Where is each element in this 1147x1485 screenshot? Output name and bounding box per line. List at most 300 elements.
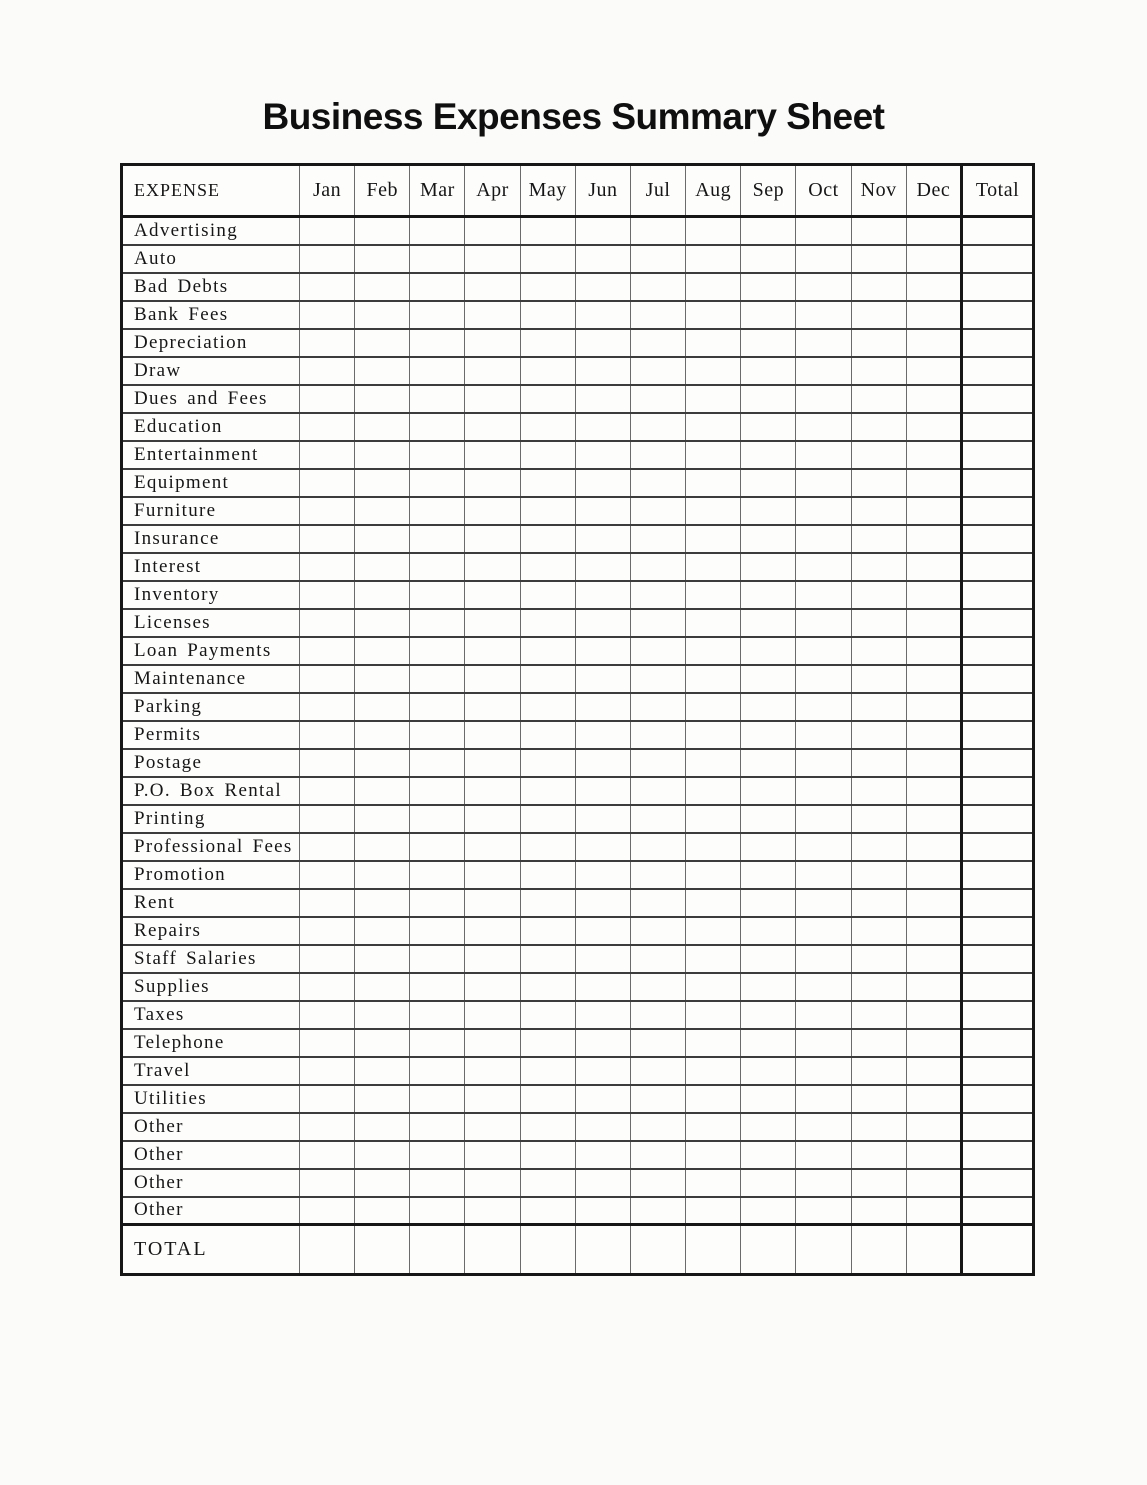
month-value-cell (686, 637, 741, 665)
expense-row (122, 973, 1034, 1001)
expense-label: Auto (122, 245, 300, 273)
month-value-cell (796, 385, 851, 413)
month-value-cell (465, 889, 520, 917)
total-month-cell (575, 1225, 630, 1275)
row-total-cell (962, 1197, 1034, 1225)
month-value-cell (741, 1169, 796, 1197)
month-value-cell (630, 609, 685, 637)
expense-row (122, 245, 1034, 273)
expense-row (122, 861, 1034, 889)
month-value-cell (741, 357, 796, 385)
month-value-cell (355, 973, 410, 1001)
expense-row (122, 749, 1034, 777)
month-value-cell (796, 665, 851, 693)
month-value-cell (410, 973, 465, 1001)
row-total-cell (962, 665, 1034, 693)
month-value-cell (796, 469, 851, 497)
month-value-cell (630, 665, 685, 693)
month-value-cell (796, 413, 851, 441)
total-month-cell (686, 1225, 741, 1275)
month-value-cell (741, 1057, 796, 1085)
month-value-cell (575, 721, 630, 749)
month-value-cell (851, 665, 906, 693)
month-value-cell (686, 749, 741, 777)
expense-row (122, 609, 1034, 637)
month-value-cell (520, 1197, 575, 1225)
month-value-cell (796, 945, 851, 973)
month-value-cell (355, 525, 410, 553)
month-value-cell (686, 385, 741, 413)
month-value-cell (465, 1113, 520, 1141)
month-value-cell (355, 245, 410, 273)
month-value-cell (465, 749, 520, 777)
month-value-cell (851, 805, 906, 833)
month-value-cell (520, 777, 575, 805)
month-value-cell (355, 441, 410, 469)
month-value-cell (465, 1057, 520, 1085)
month-column-header: Feb (355, 165, 410, 217)
total-month-cell (630, 1225, 685, 1275)
month-value-cell (410, 1085, 465, 1113)
row-total-cell (962, 1029, 1034, 1057)
expense-row (122, 889, 1034, 917)
expense-label: Utilities (122, 1085, 300, 1113)
month-value-cell (520, 945, 575, 973)
month-value-cell (741, 525, 796, 553)
month-column-header: Dec (906, 165, 961, 217)
month-value-cell (520, 1085, 575, 1113)
month-value-cell (465, 637, 520, 665)
month-value-cell (520, 553, 575, 581)
month-value-cell (906, 217, 961, 245)
month-value-cell (630, 581, 685, 609)
month-value-cell (300, 1085, 355, 1113)
expense-label: Bank Fees (122, 301, 300, 329)
month-value-cell (741, 385, 796, 413)
month-value-cell (575, 1001, 630, 1029)
expense-label: Supplies (122, 973, 300, 1001)
expense-label: Staff Salaries (122, 945, 300, 973)
expense-label: Other (122, 1141, 300, 1169)
month-value-cell (630, 1113, 685, 1141)
month-value-cell (851, 1085, 906, 1113)
expense-row (122, 721, 1034, 749)
month-value-cell (686, 329, 741, 357)
month-value-cell (300, 525, 355, 553)
month-value-cell (355, 861, 410, 889)
expense-row (122, 1141, 1034, 1169)
expenses-table-container (120, 163, 1035, 1276)
expense-column-header: EXPENSE (122, 165, 300, 217)
month-value-cell (410, 889, 465, 917)
month-value-cell (410, 1029, 465, 1057)
month-value-cell (410, 749, 465, 777)
expense-row (122, 217, 1034, 245)
month-column-header: Sep (741, 165, 796, 217)
month-value-cell (851, 1029, 906, 1057)
month-value-cell (520, 1001, 575, 1029)
month-value-cell (575, 1113, 630, 1141)
expense-row (122, 497, 1034, 525)
month-value-cell (906, 1113, 961, 1141)
month-value-cell (741, 301, 796, 329)
month-value-cell (741, 945, 796, 973)
month-value-cell (575, 805, 630, 833)
month-value-cell (575, 833, 630, 861)
month-value-cell (630, 693, 685, 721)
row-total-cell (962, 917, 1034, 945)
month-value-cell (520, 525, 575, 553)
month-value-cell (410, 861, 465, 889)
expense-label: Travel (122, 1057, 300, 1085)
month-value-cell (300, 777, 355, 805)
month-value-cell (520, 1029, 575, 1057)
month-value-cell (630, 1001, 685, 1029)
expense-label: Other (122, 1197, 300, 1225)
expense-row (122, 1169, 1034, 1197)
expense-row (122, 1029, 1034, 1057)
month-value-cell (630, 441, 685, 469)
row-total-cell (962, 581, 1034, 609)
row-total-cell (962, 609, 1034, 637)
month-value-cell (851, 525, 906, 553)
expense-row (122, 329, 1034, 357)
expense-row (122, 1057, 1034, 1085)
month-value-cell (906, 1001, 961, 1029)
expense-label: Depreciation (122, 329, 300, 357)
month-value-cell (355, 1113, 410, 1141)
month-value-cell (851, 357, 906, 385)
month-value-cell (520, 805, 575, 833)
month-value-cell (465, 917, 520, 945)
month-value-cell (300, 357, 355, 385)
month-value-cell (686, 833, 741, 861)
month-value-cell (410, 1057, 465, 1085)
month-value-cell (906, 1085, 961, 1113)
total-row-label: TOTAL (122, 1225, 300, 1275)
month-value-cell (410, 497, 465, 525)
row-total-cell (962, 1113, 1034, 1141)
month-value-cell (630, 805, 685, 833)
month-value-cell (851, 469, 906, 497)
row-total-cell (962, 945, 1034, 973)
month-value-cell (520, 889, 575, 917)
month-value-cell (575, 245, 630, 273)
month-value-cell (741, 441, 796, 469)
month-value-cell (741, 917, 796, 945)
month-value-cell (355, 637, 410, 665)
month-value-cell (465, 945, 520, 973)
month-value-cell (465, 609, 520, 637)
month-value-cell (796, 749, 851, 777)
month-value-cell (520, 665, 575, 693)
grand-total-cell (962, 1225, 1034, 1275)
month-value-cell (520, 609, 575, 637)
month-value-cell (741, 469, 796, 497)
expense-row (122, 525, 1034, 553)
month-value-cell (686, 1001, 741, 1029)
row-total-cell (962, 721, 1034, 749)
month-value-cell (410, 245, 465, 273)
month-value-cell (465, 693, 520, 721)
month-value-cell (355, 777, 410, 805)
expense-label: Other (122, 1169, 300, 1197)
month-value-cell (796, 1001, 851, 1029)
month-value-cell (410, 1113, 465, 1141)
month-value-cell (851, 973, 906, 1001)
month-value-cell (741, 413, 796, 441)
month-value-cell (465, 721, 520, 749)
month-value-cell (575, 1197, 630, 1225)
month-value-cell (300, 497, 355, 525)
month-value-cell (906, 441, 961, 469)
month-value-cell (465, 441, 520, 469)
month-value-cell (686, 273, 741, 301)
month-value-cell (796, 1057, 851, 1085)
month-value-cell (355, 805, 410, 833)
month-value-cell (355, 1001, 410, 1029)
month-value-cell (686, 917, 741, 945)
month-value-cell (300, 721, 355, 749)
expense-row (122, 1085, 1034, 1113)
month-value-cell (465, 525, 520, 553)
month-value-cell (410, 329, 465, 357)
expense-table-body (122, 217, 1034, 1275)
month-value-cell (300, 805, 355, 833)
month-value-cell (741, 581, 796, 609)
month-value-cell (410, 273, 465, 301)
month-value-cell (851, 385, 906, 413)
month-value-cell (355, 1197, 410, 1225)
month-value-cell (686, 245, 741, 273)
row-total-cell (962, 749, 1034, 777)
total-month-cell (355, 1225, 410, 1275)
month-value-cell (575, 441, 630, 469)
month-value-cell (741, 1085, 796, 1113)
month-value-cell (465, 413, 520, 441)
expense-label: Insurance (122, 525, 300, 553)
month-value-cell (465, 1169, 520, 1197)
total-month-cell (796, 1225, 851, 1275)
expense-label: Postage (122, 749, 300, 777)
month-value-cell (355, 1029, 410, 1057)
month-value-cell (300, 693, 355, 721)
month-value-cell (575, 609, 630, 637)
month-value-cell (851, 861, 906, 889)
month-value-cell (906, 1197, 961, 1225)
total-month-cell (906, 1225, 961, 1275)
month-value-cell (575, 973, 630, 1001)
month-value-cell (630, 1169, 685, 1197)
expense-row (122, 413, 1034, 441)
month-value-cell (741, 1001, 796, 1029)
month-value-cell (796, 1029, 851, 1057)
month-value-cell (465, 1085, 520, 1113)
month-value-cell (906, 553, 961, 581)
month-value-cell (851, 889, 906, 917)
expense-label: Telephone (122, 1029, 300, 1057)
month-value-cell (300, 273, 355, 301)
month-value-cell (520, 1141, 575, 1169)
month-value-cell (300, 1113, 355, 1141)
month-column-header: Jun (575, 165, 630, 217)
month-value-cell (906, 385, 961, 413)
month-value-cell (575, 637, 630, 665)
month-value-cell (796, 637, 851, 665)
month-value-cell (465, 357, 520, 385)
row-total-cell (962, 1001, 1034, 1029)
expense-row (122, 917, 1034, 945)
month-value-cell (575, 889, 630, 917)
month-value-cell (355, 1085, 410, 1113)
month-value-cell (796, 805, 851, 833)
total-month-cell (851, 1225, 906, 1275)
month-value-cell (851, 693, 906, 721)
month-value-cell (630, 749, 685, 777)
month-value-cell (906, 889, 961, 917)
month-value-cell (300, 1029, 355, 1057)
month-value-cell (465, 581, 520, 609)
month-value-cell (851, 273, 906, 301)
month-value-cell (410, 357, 465, 385)
expense-label: Repairs (122, 917, 300, 945)
month-value-cell (906, 357, 961, 385)
month-value-cell (410, 1141, 465, 1169)
month-value-cell (906, 861, 961, 889)
month-value-cell (410, 777, 465, 805)
month-value-cell (851, 1141, 906, 1169)
month-value-cell (630, 385, 685, 413)
month-value-cell (520, 497, 575, 525)
month-value-cell (630, 1141, 685, 1169)
row-total-cell (962, 889, 1034, 917)
month-value-cell (300, 973, 355, 1001)
expense-row (122, 553, 1034, 581)
month-value-cell (686, 217, 741, 245)
month-value-cell (465, 497, 520, 525)
month-value-cell (410, 217, 465, 245)
expense-label: Draw (122, 357, 300, 385)
expense-label: Inventory (122, 581, 300, 609)
month-value-cell (630, 273, 685, 301)
month-value-cell (355, 833, 410, 861)
month-value-cell (300, 665, 355, 693)
month-value-cell (851, 1113, 906, 1141)
month-value-cell (410, 721, 465, 749)
month-value-cell (906, 525, 961, 553)
month-value-cell (520, 749, 575, 777)
month-value-cell (851, 833, 906, 861)
month-value-cell (686, 413, 741, 441)
month-value-cell (686, 609, 741, 637)
month-value-cell (686, 525, 741, 553)
month-value-cell (796, 609, 851, 637)
row-total-cell (962, 1057, 1034, 1085)
month-value-cell (465, 469, 520, 497)
month-value-cell (851, 609, 906, 637)
row-total-cell (962, 1085, 1034, 1113)
month-value-cell (355, 1169, 410, 1197)
expense-label: Other (122, 1113, 300, 1141)
month-value-cell (851, 1197, 906, 1225)
month-value-cell (906, 1057, 961, 1085)
month-value-cell (851, 301, 906, 329)
month-value-cell (575, 1085, 630, 1113)
month-value-cell (630, 1057, 685, 1085)
month-value-cell (300, 917, 355, 945)
expense-label: Licenses (122, 609, 300, 637)
expense-label: Bad Debts (122, 273, 300, 301)
month-value-cell (410, 301, 465, 329)
month-value-cell (796, 553, 851, 581)
month-value-cell (630, 721, 685, 749)
month-value-cell (851, 217, 906, 245)
month-value-cell (355, 329, 410, 357)
month-value-cell (575, 1029, 630, 1057)
month-value-cell (796, 581, 851, 609)
month-value-cell (520, 721, 575, 749)
expense-label: Loan Payments (122, 637, 300, 665)
month-value-cell (355, 609, 410, 637)
month-value-cell (300, 637, 355, 665)
month-value-cell (575, 861, 630, 889)
header-row (122, 165, 1034, 217)
month-value-cell (575, 525, 630, 553)
month-column-header: Jul (630, 165, 685, 217)
month-value-cell (906, 917, 961, 945)
month-value-cell (686, 441, 741, 469)
month-value-cell (465, 245, 520, 273)
month-value-cell (851, 497, 906, 525)
month-value-cell (410, 693, 465, 721)
month-value-cell (851, 749, 906, 777)
month-column-header: May (520, 165, 575, 217)
month-value-cell (300, 1057, 355, 1085)
month-value-cell (300, 553, 355, 581)
month-value-cell (520, 861, 575, 889)
month-value-cell (630, 497, 685, 525)
row-total-cell (962, 777, 1034, 805)
row-total-cell (962, 329, 1034, 357)
month-value-cell (355, 469, 410, 497)
month-value-cell (686, 1085, 741, 1113)
month-value-cell (796, 301, 851, 329)
expense-row (122, 1197, 1034, 1225)
month-value-cell (575, 273, 630, 301)
month-value-cell (796, 1085, 851, 1113)
row-total-cell (962, 385, 1034, 413)
month-value-cell (575, 665, 630, 693)
month-value-cell (630, 1197, 685, 1225)
expense-row (122, 805, 1034, 833)
month-value-cell (906, 1169, 961, 1197)
month-value-cell (851, 441, 906, 469)
month-value-cell (630, 217, 685, 245)
expense-label: Maintenance (122, 665, 300, 693)
month-value-cell (796, 973, 851, 1001)
expense-label: Education (122, 413, 300, 441)
month-value-cell (465, 777, 520, 805)
month-value-cell (410, 945, 465, 973)
total-month-cell (410, 1225, 465, 1275)
month-value-cell (465, 329, 520, 357)
row-total-cell (962, 833, 1034, 861)
expense-label: Advertising (122, 217, 300, 245)
month-value-cell (300, 609, 355, 637)
month-value-cell (465, 973, 520, 1001)
month-value-cell (851, 721, 906, 749)
month-value-cell (465, 861, 520, 889)
